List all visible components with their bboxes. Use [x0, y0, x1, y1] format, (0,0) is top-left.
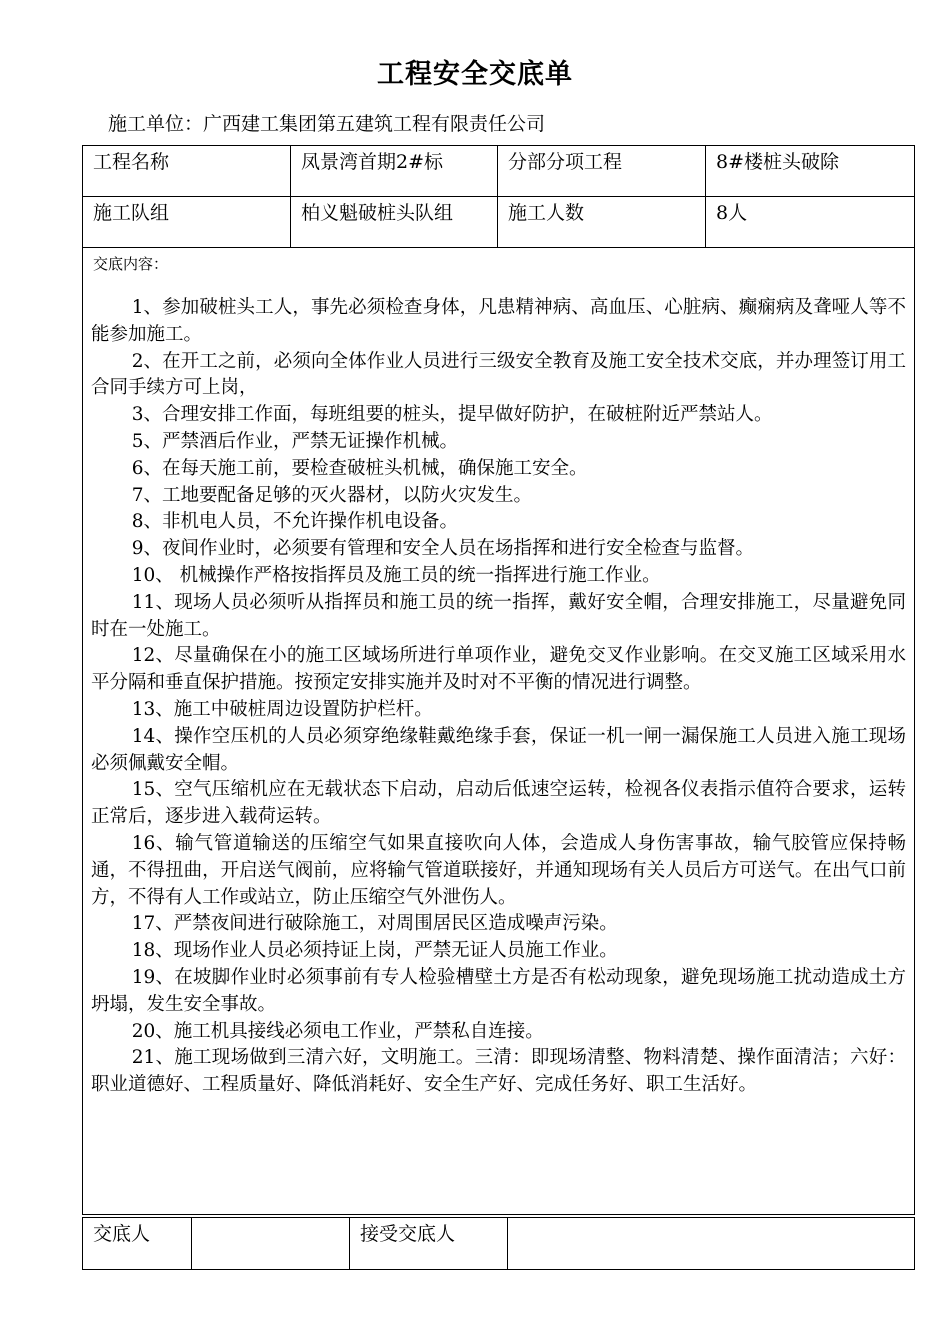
item: 10、 机械操作严格按指挥员及施工员的统一指挥进行施工作业。 — [131, 564, 661, 586]
signature-row — [83, 1218, 915, 1270]
item: 2、在开工之前，必须向全体作业人员进行三级安全教育及施工安全技术交底，并办理签订用工合同手续方可上岗， — [91, 350, 906, 399]
content-label: 交底内容： — [93, 255, 169, 273]
info-row-team — [83, 197, 915, 248]
subproject-label: 分部分项工程 — [498, 146, 706, 197]
item: 14、操作空压机的人员必须穿绝缘鞋戴绝缘手套，保证一机一闸一漏保施工人员进入施工现场必须佩戴安全帽。 — [91, 725, 906, 774]
info-table — [82, 145, 915, 1215]
item: 3、合理安排工作面，每班组要的桩头，提早做好防护，在破桩附近严禁站人。 — [131, 404, 773, 426]
item: 12、尽量确保在小的施工区域场所进行单项作业，避免交叉作业影响。在交叉施工区域采用水平分隔和垂直保护措施。按预定安排实施并及时对不平衡的情况进行调整。 — [91, 645, 906, 694]
project-name-value: 凤景湾首期2#标 — [291, 146, 498, 197]
content-row — [83, 248, 915, 1215]
giver-label: 交底人 — [83, 1218, 192, 1270]
signature-table — [82, 1217, 915, 1270]
item: 19、在坡脚作业时必须事前有专人检验槽壁土方是否有松动现象，避免现场施工扰动造成土方坍塌，发生安全事故。 — [91, 966, 906, 1015]
item: 17、严禁夜间进行破除施工，对周围居民区造成噪声污染。 — [131, 913, 618, 935]
info-row-project — [83, 146, 915, 197]
subproject-value: 8#楼桩头破除 — [706, 146, 915, 197]
item: 21、施工现场做到三清六好，文明施工。三清：即现场清整、物料清楚、操作面清洁；六好：职业道德好、工程质量好、降低消耗好、安全生产好、完成任务好、职工生活好。 — [91, 1047, 906, 1096]
receiver-signature-field[interactable] — [508, 1218, 915, 1270]
item: 20、施工机具接线必须电工作业，严禁私自连接。 — [131, 1020, 544, 1042]
giver-signature-field[interactable] — [192, 1218, 350, 1270]
item: 6、在每天施工前，要检查破桩头机械，确保施工安全。 — [131, 457, 588, 479]
item: 1、参加破桩头工人，事先必须检查身体，凡患精神病、高血压、心脏病、癫痫病及聋哑人等不能参加施工。 — [91, 297, 906, 345]
content-body — [83, 274, 914, 1099]
construction-unit: 施工单位：广西建工集团第五建筑工程有限责任公司 — [108, 113, 546, 135]
team-value: 柏义魁破桩头队组 — [291, 197, 498, 248]
headcount-label: 施工人数 — [498, 197, 706, 248]
item: 15、空气压缩机应在无载状态下启动，启动后低速空运转，检视各仪表指示值符合要求，运转正常后，逐步进入载荷运转。 — [91, 779, 906, 828]
item: 9、夜间作业时，必须要有管理和安全人员在场指挥和进行安全检查与监督。 — [131, 538, 754, 560]
document-title: 工程安全交底单 — [377, 59, 573, 90]
headcount-value: 8人 — [706, 197, 915, 248]
project-name-label: 工程名称 — [83, 146, 291, 197]
receiver-label: 接受交底人 — [350, 1218, 508, 1270]
item: 8、非机电人员，不允许操作机电设备。 — [131, 511, 458, 533]
item: 18、现场作业人员必须持证上岗，严禁无证人员施工作业。 — [131, 940, 618, 962]
team-label: 施工队组 — [83, 197, 291, 248]
item: 11、现场人员必须听从指挥员和施工员的统一指挥，戴好安全帽，合理安排施工，尽量避免同时在一处施工。 — [91, 591, 906, 640]
item: 16、输气管道输送的压缩空气如果直接吹向人体，会造成人身伤害事故，输气胶管应保持畅通，不得扭曲，开启送气阀前，应将输气管道联接好，并通知现场有关人员后方可送气。在出气口前方，不得有人工作或站立，防止压缩空气外泄伤人。 — [91, 832, 906, 908]
content-cell — [83, 248, 915, 1215]
item: 5、严禁酒后作业，严禁无证操作机械。 — [131, 430, 458, 452]
item: 7、工地要配备足够的灭火器材，以防火灾发生。 — [131, 484, 532, 506]
item: 13、施工中破桩周边设置防护栏杆。 — [131, 698, 433, 720]
